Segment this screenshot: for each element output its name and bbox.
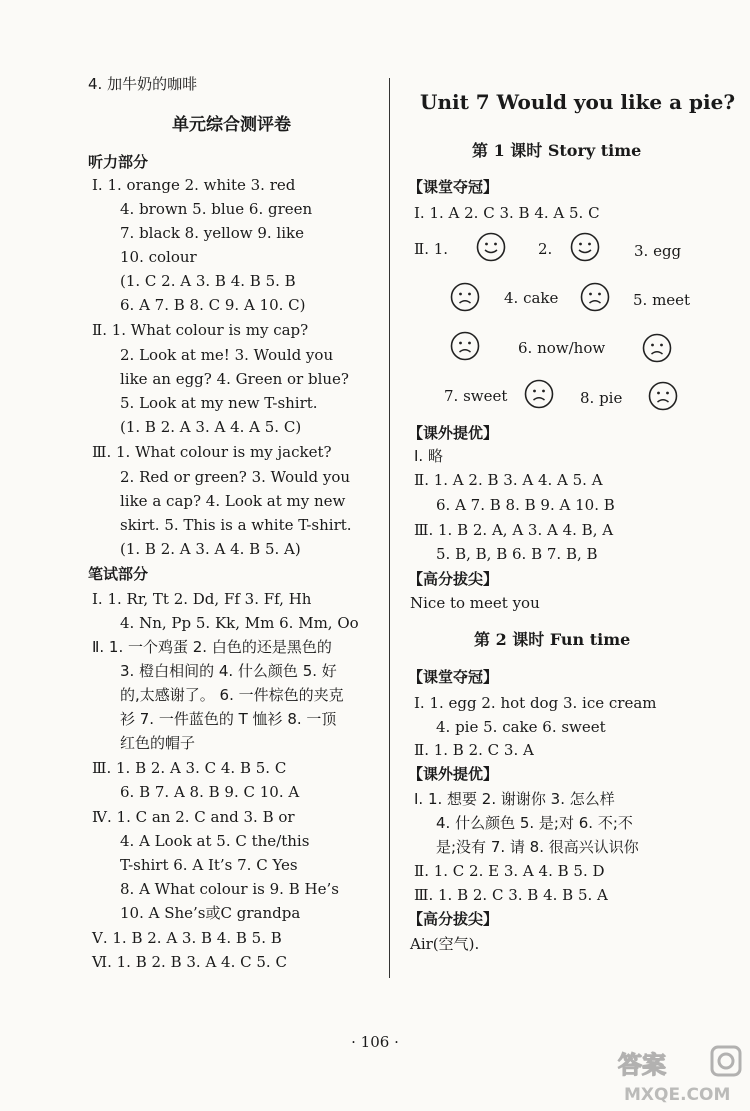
answer-line: Ⅱ. 1. C 2. E 3. A 4. B 5. D	[414, 862, 605, 880]
sad-face-icon	[524, 379, 554, 409]
answer-line: 8. A What colour is 9. B He’s	[120, 880, 339, 898]
answer-line: 10. A She’s或C grandpa	[120, 904, 301, 922]
lesson-title: 第 1 课时 Story time	[472, 141, 642, 160]
section-title: 单元综合测评卷	[172, 115, 291, 135]
answer-line: 6. A 7. B 8. C 9. A 10. C)	[120, 296, 306, 314]
answer-line: 4. brown 5. blue 6. green	[120, 200, 313, 218]
answer-line: 6. B 7. A 8. B 9. C 10. A	[120, 783, 300, 801]
answer-line: 2. Red or green? 3. Would you	[120, 468, 351, 486]
sad-face-icon	[642, 333, 672, 363]
answer-line: Ⅱ. 1. B 2. C 3. A	[414, 741, 534, 759]
sad-face-icon	[648, 381, 678, 411]
answer-line: 7. sweet	[444, 387, 508, 405]
unit-title: Unit 7 Would you like a pie?	[420, 90, 736, 114]
answer-line: 5. B, B, B 6. B 7. B, B	[436, 545, 598, 563]
section-heading: 【高分拔尖】	[408, 570, 499, 588]
answer-line: Ⅰ. 1. orange 2. white 3. red	[92, 176, 296, 194]
answer-line: 4. A Look at 5. C the/this	[120, 832, 310, 850]
watermark-logo	[614, 1045, 744, 1105]
answer-line: 2. Look at me! 3. Would you	[120, 346, 334, 364]
answer-line: Ⅱ. 1. 一个鸡蛋 2. 白色的还是黑色的	[92, 638, 332, 656]
answer-line: 10. colour	[120, 248, 197, 266]
answer-line: 4. cake	[504, 289, 559, 307]
sad-face-icon	[450, 331, 480, 361]
answer-line: (1. B 2. A 3. A 4. A 5. C)	[120, 418, 302, 436]
answer-line: Ⅰ. 1. A 2. C 3. B 4. A 5. C	[414, 204, 600, 222]
answer-line: Ⅰ. 1. egg 2. hot dog 3. ice cream	[414, 694, 657, 712]
answer-line: 红色的帽子	[120, 734, 196, 752]
section-heading: 【课外提优】	[408, 424, 499, 442]
svg-text:答案: 答案	[618, 1051, 666, 1079]
smile-face-icon	[476, 232, 506, 262]
answer-line: Ⅱ. 1.	[414, 240, 449, 258]
section-heading: 【课外提优】	[408, 765, 499, 783]
answer-line: 5. Look at my new T-shirt.	[120, 394, 318, 412]
answer-line: Air(空气).	[410, 935, 480, 953]
answer-line: Ⅲ. 1. What colour is my jacket?	[92, 443, 332, 461]
answer-line: (1. B 2. A 3. A 4. B 5. A)	[120, 540, 301, 558]
sad-face-icon	[580, 282, 610, 312]
answer-line: Ⅲ. 1. B 2. A 3. C 4. B 5. C	[92, 759, 287, 777]
answer-line: Ⅵ. 1. B 2. B 3. A 4. C 5. C	[92, 953, 287, 971]
sad-face-icon	[450, 282, 480, 312]
answer-line: 2.	[538, 240, 553, 258]
answer-line: 是;没有 7. 请 8. 很高兴认识你	[436, 838, 639, 856]
answer-line: T-shirt 6. A It’s 7. C Yes	[120, 856, 298, 874]
lesson-title: 第 2 课时 Fun time	[474, 630, 631, 649]
answer-line: 4. Nn, Pp 5. Kk, Mm 6. Mm, Oo	[120, 614, 359, 632]
answer-line: 3. 橙白相间的 4. 什么颜色 5. 好	[120, 662, 337, 680]
section-heading: 【课堂夺冠】	[408, 178, 499, 196]
page-number: · 106 ·	[351, 1033, 399, 1051]
section-heading: 【课堂夺冠】	[408, 668, 499, 686]
answer-line: 4. 加牛奶的咖啡	[88, 75, 198, 93]
svg-text:MXQE.COM: MXQE.COM	[624, 1085, 731, 1105]
smile-face-icon	[570, 232, 600, 262]
answer-line: 的,太感谢了。 6. 一件棕色的夹克	[120, 686, 344, 704]
answer-line: 4. 什么颜色 5. 是;对 6. 不;不	[436, 814, 633, 832]
answer-line: Ⅰ. 略	[414, 447, 443, 465]
answer-line: 6. now/how	[518, 339, 606, 357]
answer-line: Ⅰ. 1. Rr, Tt 2. Dd, Ff 3. Ff, Hh	[92, 590, 312, 608]
answer-line: Ⅳ. 1. C an 2. C and 3. B or	[92, 808, 295, 826]
answer-line: like a cap? 4. Look at my new	[120, 492, 346, 510]
answer-line: Ⅱ. 1. What colour is my cap?	[92, 321, 309, 339]
answer-line: like an egg? 4. Green or blue?	[120, 370, 349, 388]
column-divider	[389, 78, 390, 978]
answer-line: 5. meet	[633, 291, 691, 309]
answer-line: 4. pie 5. cake 6. sweet	[436, 718, 606, 736]
answer-line: 衫 7. 一件蓝色的 T 恤衫 8. 一顶	[120, 710, 337, 728]
answer-line: Ⅰ. 1. 想要 2. 谢谢你 3. 怎么样	[414, 790, 615, 808]
answer-line: Ⅲ. 1. B 2. C 3. B 4. B 5. A	[414, 886, 608, 904]
answer-line: Ⅲ. 1. B 2. A, A 3. A 4. B, A	[414, 521, 614, 539]
section-heading: 笔试部分	[88, 565, 149, 583]
answer-line: 6. A 7. B 8. B 9. A 10. B	[436, 496, 615, 514]
section-heading: 听力部分	[88, 153, 149, 171]
answer-line: Nice to meet you	[410, 594, 540, 612]
answer-line: Ⅴ. 1. B 2. A 3. B 4. B 5. B	[92, 929, 282, 947]
answer-line: (1. C 2. A 3. B 4. B 5. B	[120, 272, 296, 290]
section-heading: 【高分拔尖】	[408, 910, 499, 928]
answer-line: 7. black 8. yellow 9. like	[120, 224, 304, 242]
answer-line: skirt. 5. This is a white T-shirt.	[120, 516, 352, 534]
answer-line: 3. egg	[634, 242, 682, 260]
answer-line: 8. pie	[580, 389, 623, 407]
answer-line: Ⅱ. 1. A 2. B 3. A 4. A 5. A	[414, 471, 603, 489]
